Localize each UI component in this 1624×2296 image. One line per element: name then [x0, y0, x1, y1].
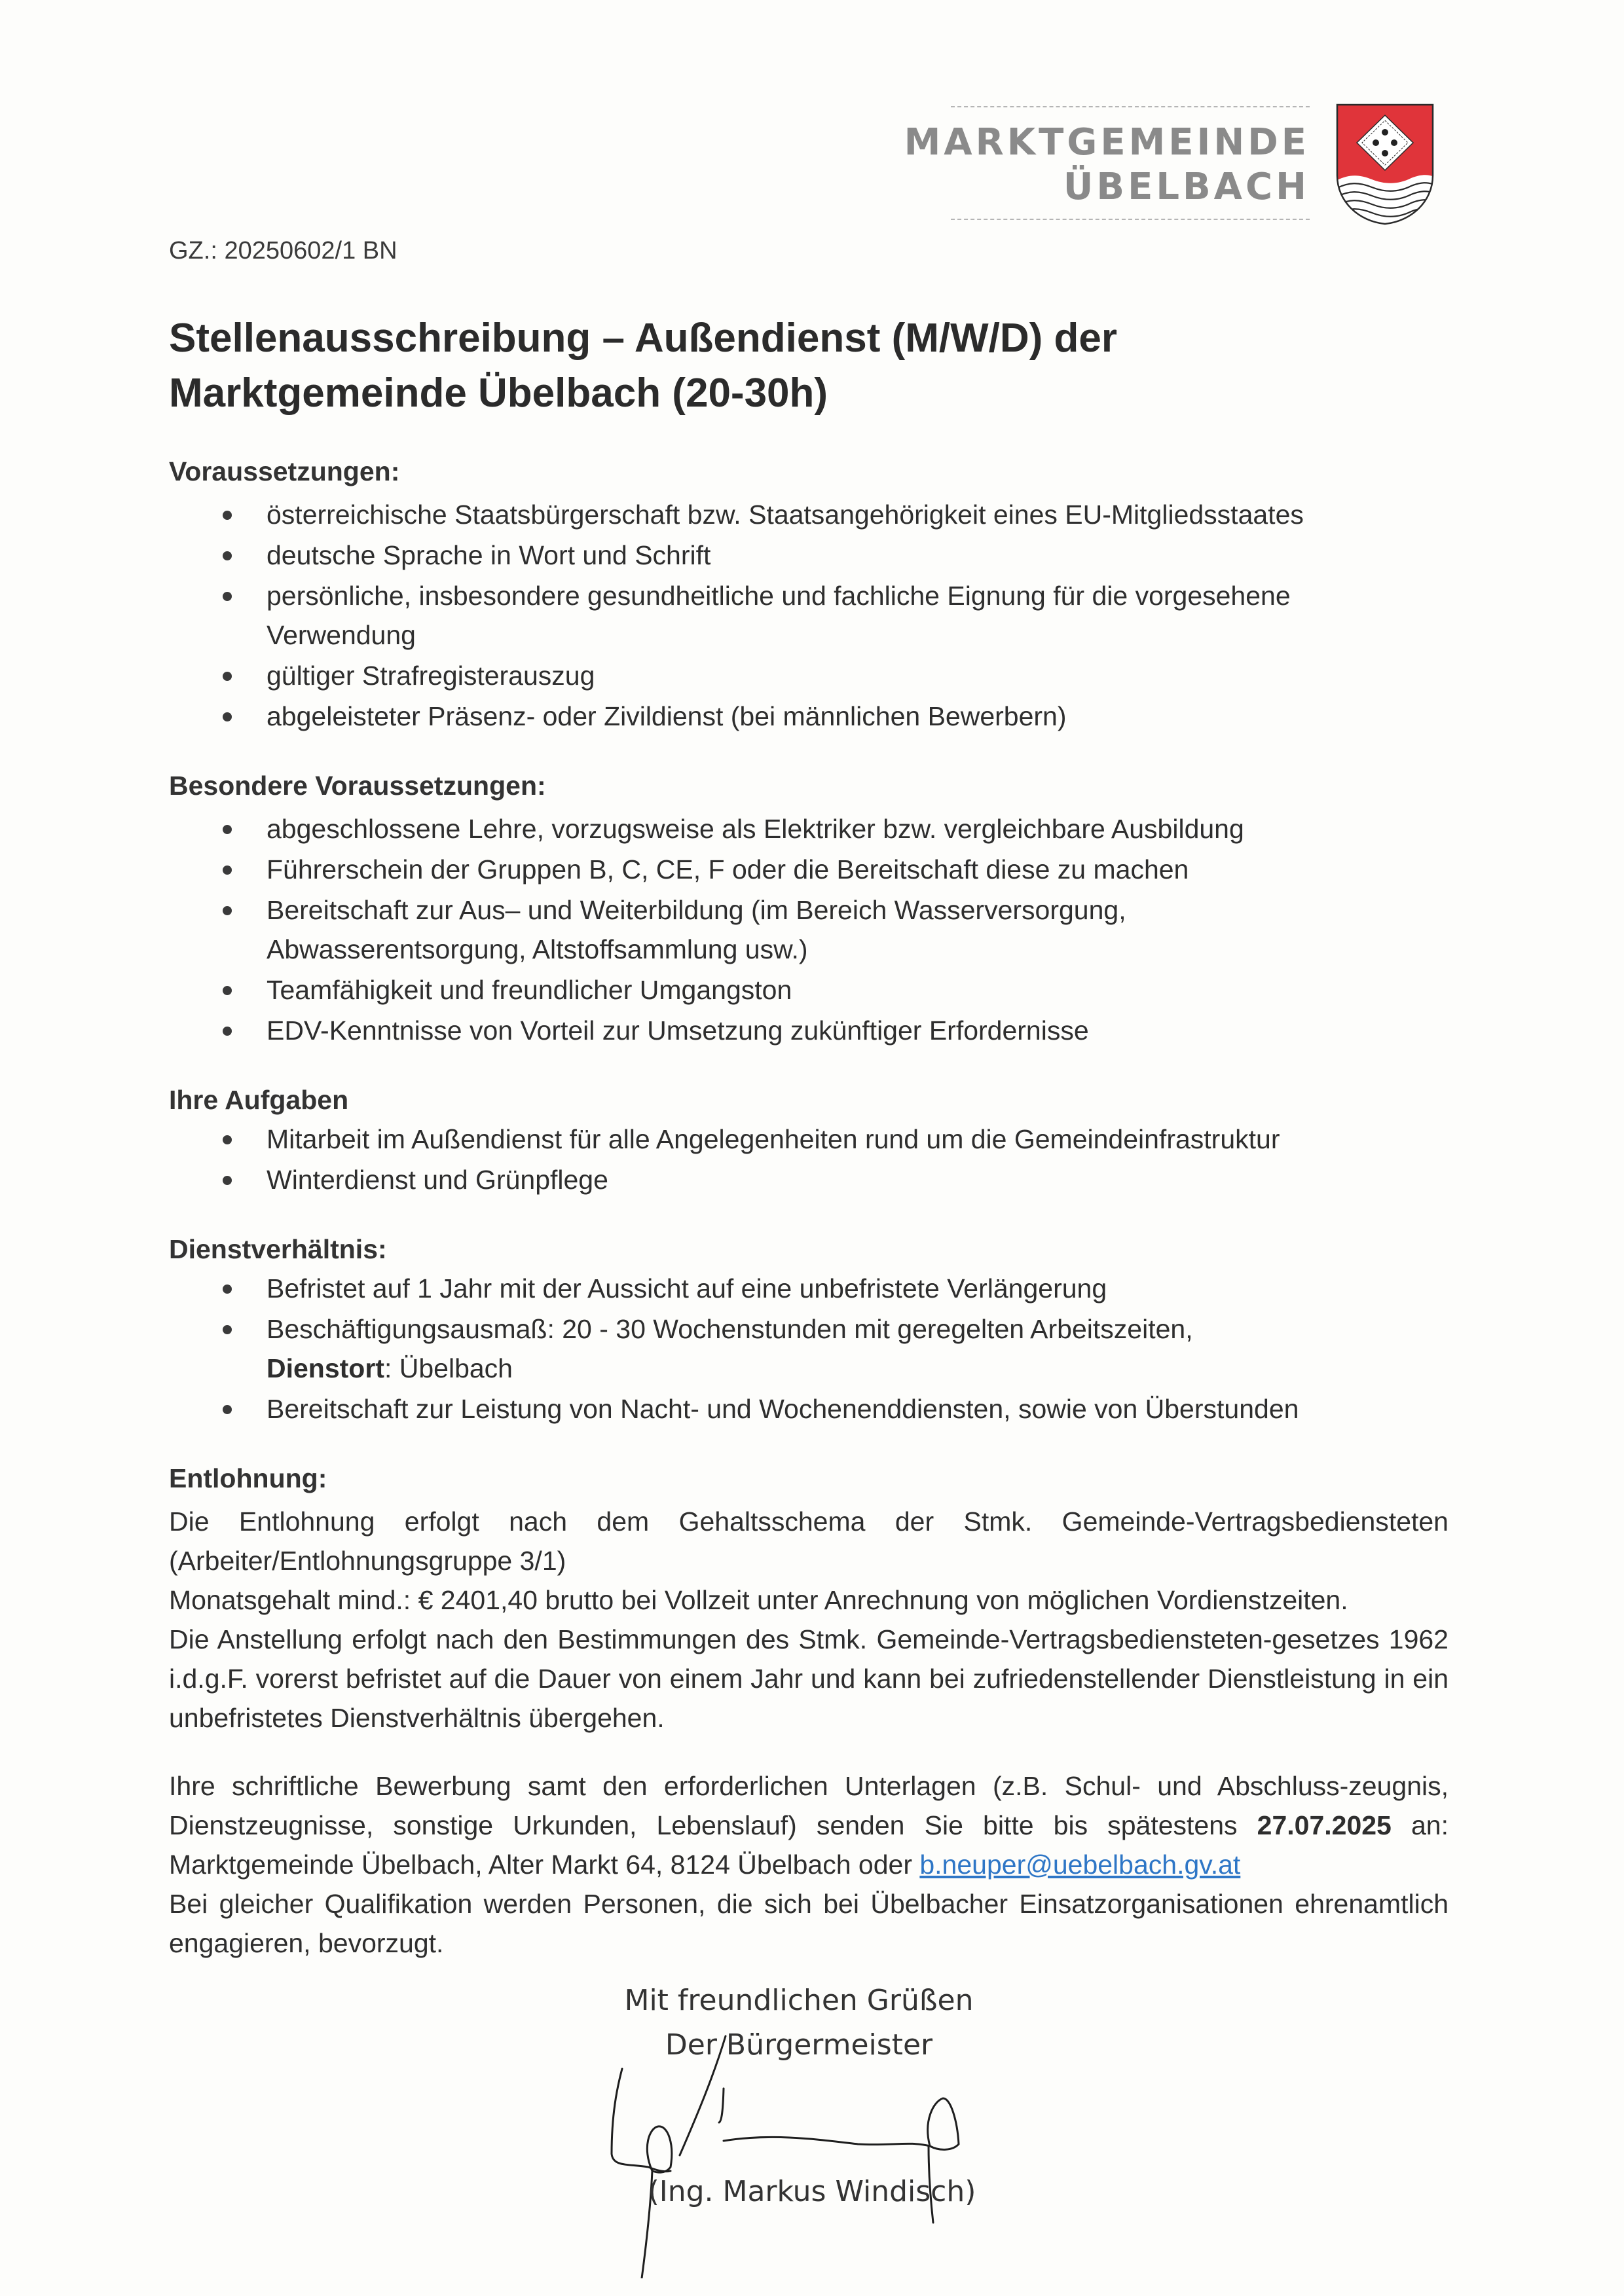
spacer [169, 1201, 1449, 1230]
bullet-icon [223, 1135, 232, 1144]
letterhead-municipality-line1: MARKTGEMEINDE [904, 121, 1310, 164]
employment-list [169, 1269, 1449, 1429]
pay-scheme-paragraph: Die Entlohnung erfolgt nach dem Gehaltsschema der Stmk. Gemeinde-Vertragsbediensteten (Arbeiter/Entlohnungsgruppe 3/1) [169, 1506, 1449, 1576]
page-title [169, 311, 1452, 421]
letterhead [904, 103, 1462, 228]
bullet-icon [223, 1027, 232, 1036]
bullet-icon [223, 906, 232, 915]
list-item [169, 1389, 1449, 1429]
title-line2: Marktgemeinde Übelbach (20-30h) [169, 371, 828, 416]
letterhead-top-rule [951, 106, 1310, 107]
list-item [169, 890, 1449, 969]
section-heading-pay: Entlohnung: [169, 1463, 327, 1493]
list-item-text: Beschäftigungsausmaß: 20 - 30 Wochenstunden mit geregelten Arbeitszeiten, [267, 1314, 1193, 1344]
signatory-name: (Ing. Markus Windisch) [648, 2175, 976, 2208]
list-item-text: Führerschein der Gruppen B, C, CE, F oder die Bereitschaft diese zu machen [267, 854, 1189, 884]
list-item [169, 1269, 1449, 1308]
list-item-text: Bereitschaft zur Aus– und Weiterbildung (im Bereich Wasserversorgung, Abwasserentsorgung, Altstoffsammlung usw.) [267, 895, 1126, 964]
application-paragraph [169, 1766, 1449, 1884]
list-item-text: österreichische Staatsbürgerschaft bzw. Staatsangehörigkeit eines EU-Mitgliedsstaates [267, 500, 1304, 530]
bullet-icon [223, 712, 232, 721]
special-requirements-list [169, 809, 1449, 1050]
bullet-icon [223, 825, 232, 834]
list-item-text: Befristet auf 1 Jahr mit der Aussicht auf eine unbefristete Verlängerung [267, 1273, 1107, 1303]
section-heading-employment: Dienstverhältnis: [169, 1234, 387, 1264]
list-item [169, 850, 1449, 889]
list-item [169, 970, 1449, 1010]
spacer [169, 737, 1449, 766]
contact-email-link[interactable]: b.neuper@uebelbach.gv.at [919, 1850, 1241, 1880]
section-tasks [169, 1080, 1449, 1199]
section-heading-tasks: Ihre Aufgaben [169, 1085, 349, 1115]
letterhead-municipality-line2: ÜBELBACH [1063, 166, 1310, 208]
list-item [169, 495, 1449, 534]
application-text: Ihre schriftliche Bewerbung samt den erforderlichen Unterlagen (z.B. Schul- und Abschluss-zeugnis, Dienstzeugnisse, sonstige Urkunden, Lebenslauf) senden Sie bitte bis spätestens [169, 1771, 1449, 1840]
spacer [169, 1430, 1449, 1459]
bullet-icon [223, 1285, 232, 1294]
bullet-icon [223, 1325, 232, 1334]
list-item-text: persönliche, insbesondere gesundheitliche und fachliche Eignung für die vorgesehene Verwendung [267, 581, 1291, 650]
list-item [169, 1160, 1449, 1199]
section-heading-special-requirements: Besondere Voraussetzungen: [169, 771, 546, 801]
list-item-text: gültiger Strafregisterauszug [267, 661, 595, 691]
list-item-text: deutsche Sprache in Wort und Schrift [267, 540, 711, 570]
list-item [169, 576, 1449, 655]
bullet-icon [223, 1405, 232, 1414]
monthly-salary-paragraph: Monatsgehalt mind.: € 2401,40 brutto bei Vollzeit unter Anrechnung von möglichen Vordienstzeiten. [169, 1585, 1348, 1615]
tasks-list [169, 1120, 1449, 1199]
bullet-icon [223, 511, 232, 520]
bullet-icon [223, 986, 232, 995]
list-item-text: Winterdienst und Grünpflege [267, 1165, 608, 1195]
list-item-text: abgeschlossene Lehre, vorzugsweise als Elektriker bzw. vergleichbare Ausbildung [267, 814, 1244, 844]
list-item [169, 809, 1449, 848]
coat-of-arms-icon [1336, 103, 1434, 225]
section-heading-requirements: Voraussetzungen: [169, 456, 400, 486]
bullet-icon [223, 592, 232, 601]
letterhead-bottom-rule [951, 219, 1310, 220]
list-item-text: Bereitschaft zur Leistung von Nacht- und Wochenenddiensten, sowie von Überstunden [267, 1394, 1299, 1424]
section-application [169, 1766, 1449, 1963]
spacer [169, 1051, 1449, 1080]
work-location-value: : Übelbach [384, 1353, 513, 1383]
bullet-icon [223, 1176, 232, 1185]
list-item [169, 1309, 1449, 1388]
list-item [169, 536, 1449, 575]
section-requirements [169, 452, 1449, 736]
preference-paragraph: Bei gleicher Qualifikation werden Personen, die sich bei Übelbacher Einsatzorganisationen ehrenamtlich engagieren, bevorzugt. [169, 1889, 1449, 1958]
work-location-label: Dienstort [267, 1353, 384, 1383]
requirements-list [169, 495, 1449, 736]
application-address: an: Marktgemeinde Übelbach, Alter Markt 64, 8124 Übelbach oder [169, 1810, 1449, 1880]
section-special-requirements [169, 766, 1449, 1050]
section-employment [169, 1230, 1449, 1429]
list-item-text: abgeleisteter Präsenz- oder Zivildienst (bei männlichen Bewerbern) [267, 701, 1067, 731]
closing-greeting: Mit freundlichen Grüßen [624, 1984, 974, 2017]
signatory-role: Der Bürgermeister [665, 2028, 933, 2062]
list-item [169, 1011, 1449, 1050]
list-item-text: EDV-Kenntnisse von Vorteil zur Umsetzung zukünftiger Erfordernisse [267, 1015, 1089, 1046]
application-deadline: 27.07.2025 [1257, 1810, 1392, 1840]
bullet-icon [223, 866, 232, 875]
bullet-icon [223, 551, 232, 560]
reference-number: GZ.: 20250602/1 BN [169, 237, 397, 264]
list-item [169, 656, 1449, 695]
document-body [169, 452, 1449, 1963]
title-line1: Stellenausschreibung – Außendienst (M/W/D) der [169, 316, 1117, 361]
list-item-text: Mitarbeit im Außendienst für alle Angelegenheiten rund um die Gemeindeinfrastruktur [267, 1124, 1280, 1154]
employment-terms-paragraph: Die Anstellung erfolgt nach den Bestimmungen des Stmk. Gemeinde-Vertragsbediensteten-gesetzes 1962 i.d.g.F. vorerst befristet auf die Dauer von einem Jahr und kann bei zufriedenstellender Dienstleistung in ein unbefristetes Dienstverhältnis übergehen. [169, 1624, 1449, 1733]
bullet-icon [223, 672, 232, 681]
list-item-text: Teamfähigkeit und freundlicher Umgangston [267, 975, 792, 1005]
list-item [169, 697, 1449, 736]
spacer [169, 1738, 1449, 1766]
list-item [169, 1120, 1449, 1159]
section-pay [169, 1459, 1449, 1738]
